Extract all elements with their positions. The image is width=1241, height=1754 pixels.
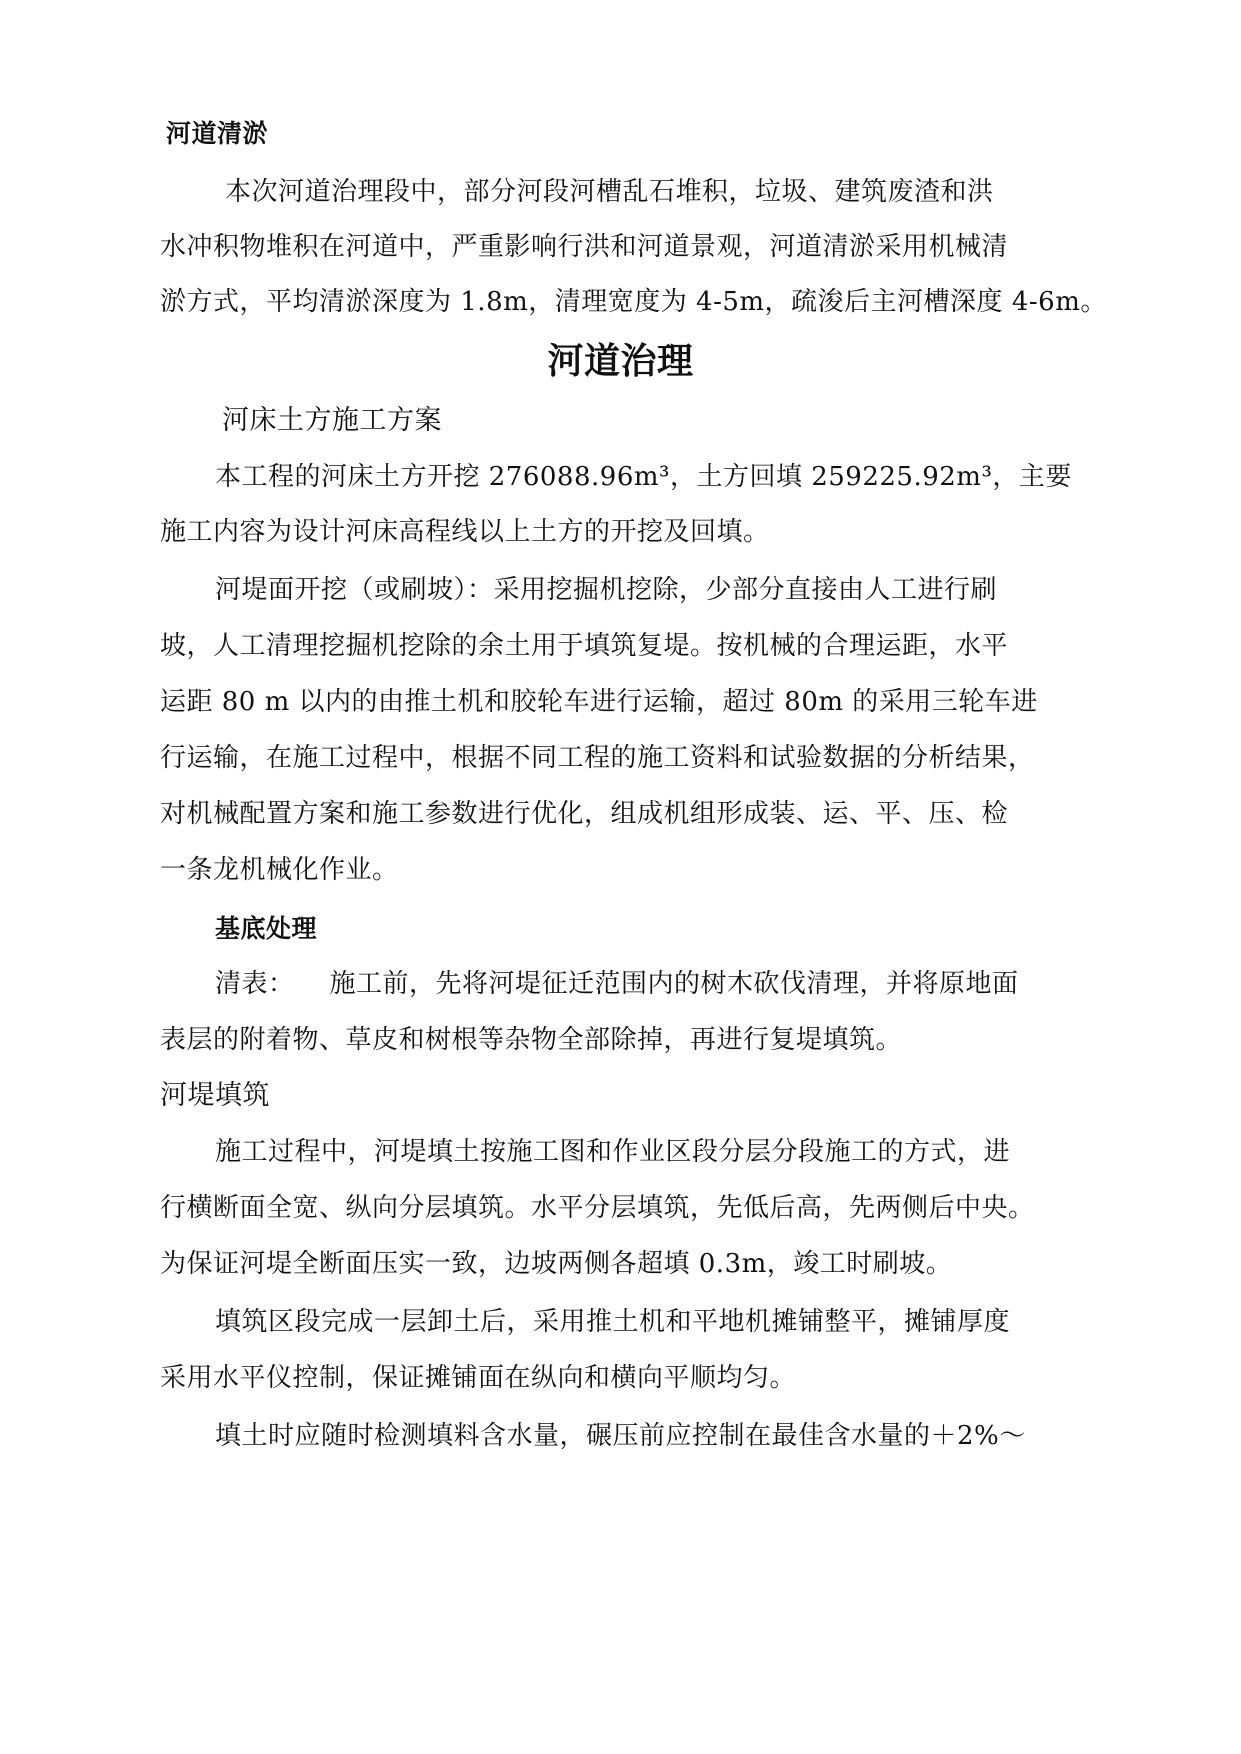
paragraph-line: 填筑区段完成一层卸土后，采用推土机和平地机摊铺整平，摊铺厚度: [215, 1307, 1011, 1337]
paragraph-line: 淤方式，平均清淤深度为 1.8m，清理宽度为 4-5m，疏浚后主河槽深度 4-6m。: [160, 287, 1107, 317]
paragraph-line: 水冲积物堆积在河道中，严重影响行洪和河道景观，河道清淤采用机械清: [160, 232, 1009, 262]
paragraph-line: 行横断面全宽、纵向分层填筑。水平分层填筑，先低后高，先两侧后中央。: [160, 1193, 1035, 1223]
paragraph-line: 坡，人工清理挖掘机挖除的余土用于填筑复堤。按机械的合理运距，水平: [160, 631, 1009, 661]
paragraph-line: 行运输，在施工过程中，根据不同工程的施工资料和试验数据的分析结果，: [160, 743, 1035, 773]
paragraph-line: 本次河道治理段中，部分河段河槽乱石堆积，垃圾、建筑废渣和洪: [225, 177, 994, 207]
main-title: 河道治理: [547, 341, 694, 382]
paragraph-line: 清表： 施工前，先将河堤征迁范围内的树木砍伐清理，并将原地面: [215, 969, 1019, 999]
paragraph-line: 对机械配置方案和施工参数进行优化，组成机组形成装、运、平、压、检: [160, 799, 1009, 829]
paragraph-line: 表层的附着物、草皮和树根等杂物全部除掉，再进行复堤填筑。: [160, 1025, 903, 1055]
paragraph-line: 一条龙机械化作业。: [160, 855, 399, 885]
paragraph-line: 填土时应随时检测填料含水量，碾压前应控制在最佳含水量的＋2%～: [215, 1421, 1026, 1451]
section-title-dredging: 河道清淤: [166, 119, 269, 148]
paragraph-line: 为保证河堤全断面压实一致，边坡两侧各超填 0.3m，竣工时刷坡。: [160, 1249, 953, 1279]
paragraph-line: 本工程的河床土方开挖 276088.96m³，土方回填 259225.92m³，主要: [215, 462, 1072, 492]
paragraph-line: 运距 80 m 以内的由推土机和胶轮车进行运输，超过 80m 的采用三轮车进: [160, 687, 1038, 717]
paragraph-line: 施工过程中，河堤填土按施工图和作业区段分层分段施工的方式，进: [215, 1137, 1011, 1167]
section-title-embankment: 河堤填筑: [160, 1080, 270, 1111]
paragraph-line: 采用水平仪控制，保证摊铺面在纵向和横向平顺均匀。: [160, 1363, 797, 1393]
paragraph-line: 河堤面开挖（或刷坡）：采用挖掘机挖除，少部分直接由人工进行刷: [215, 575, 998, 605]
section-title-earthwork: 河床土方施工方案: [222, 405, 442, 436]
paragraph-line: 施工内容为设计河床高程线以上土方的开挖及回填。: [160, 517, 770, 547]
section-title-foundation: 基底处理: [215, 914, 318, 943]
